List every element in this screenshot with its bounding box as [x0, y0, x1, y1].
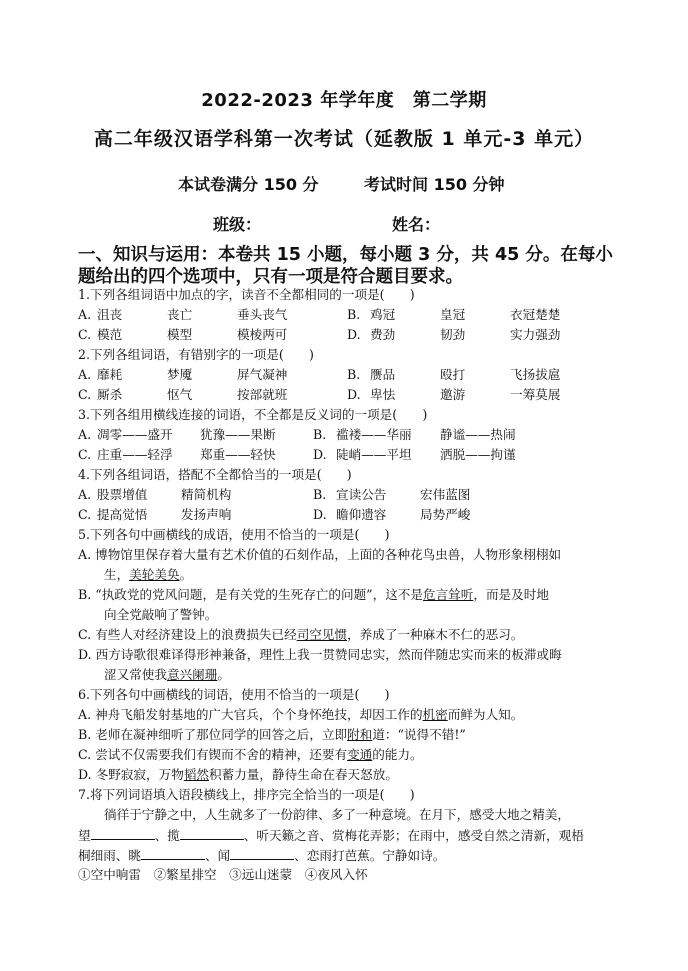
option-word: 静谧——热闹 — [440, 427, 516, 442]
text: D. 冬野寂寂，万物 — [78, 767, 184, 782]
question-7-word-options: ①空中响雷 ②繁星排空 ③远山迷蒙 ④夜风入怀 — [78, 867, 368, 882]
question-5-stem: 5.下列各句中画横线的成语，使用不恰当的一项是( ) — [78, 527, 390, 542]
fill-blank — [141, 846, 205, 860]
fill-blank — [230, 846, 294, 860]
text: C. 尝试不仅需要我们有锲而不舍的精神，还要有 — [78, 747, 348, 762]
option-word: 韧劲 — [440, 327, 466, 342]
text: 生， — [104, 567, 130, 582]
full-score-info: 本试卷满分 150 分 — [178, 175, 319, 194]
option-label: C. — [78, 507, 92, 522]
option-word: 瞻仰遗容 — [336, 507, 387, 522]
question-2-stem: 2.下列各组词语，有错别字的一项是( ) — [78, 347, 314, 362]
option-label: C. — [78, 447, 92, 462]
text: A. 神舟飞船发射基地的广大官兵，个个身怀绝技，却因工作的 — [78, 707, 423, 722]
question-5-option-d-line1: D. 西方诗歌很难译得形神兼备，理性上我一贯赞同忠实，然而伴随忠实而来的板滞或晦 — [78, 647, 562, 662]
option-word: 厮杀 — [97, 387, 123, 402]
question-5-option-b-line2: 向全党敲响了警钟。 — [104, 607, 218, 622]
underlined-word: 附和 — [347, 727, 373, 742]
underlined-word: 变通 — [347, 747, 373, 762]
question-1-stem: 1.下列各组词语中加点的字，读音不全都相同的一项是( ) — [78, 287, 415, 302]
option-word: 犹豫——果断 — [200, 427, 276, 442]
option-label: A. — [78, 307, 92, 322]
option-word: 衣冠楚楚 — [510, 307, 561, 322]
option-word: 皇冠 — [440, 307, 466, 322]
text: 涩又常使我 — [104, 667, 167, 682]
underlined-idiom: 司空见惯 — [296, 627, 348, 642]
text: 、恋雨打芭蕉。宁静如诗。 — [294, 848, 446, 863]
option-word: 精简机构 — [181, 487, 232, 502]
option-word: 提高觉悟 — [97, 507, 148, 522]
option-word: 模范 — [97, 327, 123, 342]
option-label: B. — [347, 367, 361, 382]
text: ，养成了一种麻木不仁的恶习。 — [347, 627, 524, 642]
text: C. 有些人对经济建设上的浪费损失已经 — [78, 627, 297, 642]
option-label: D. — [313, 507, 327, 522]
text: 望 — [78, 828, 91, 843]
option-word: 褴褛——华丽 — [336, 427, 412, 442]
question-5-option-d-line2 — [104, 666, 230, 684]
option-label: C. — [78, 387, 92, 402]
option-word: 屏气凝神 — [237, 367, 288, 382]
class-label: 班级： — [213, 215, 262, 234]
question-7-passage-line3 — [78, 846, 445, 865]
question-4-stem: 4.下列各组词语，搭配不全都恰当的一项是( ) — [78, 467, 352, 482]
option-word: 沮丧 — [97, 307, 123, 322]
text: 、揽 — [154, 828, 180, 843]
section-heading-line2: 题给出的四个选项中，只有一项是符合题目要求。 — [78, 267, 463, 287]
option-word: 陡峭——平坦 — [336, 447, 412, 462]
text: 桐细雨、眺 — [78, 848, 141, 863]
question-7-stem: 7.将下列词语填入语段横线上，排序完全恰当的一项是( ) — [78, 787, 415, 802]
option-word: 殴打 — [440, 367, 466, 382]
option-word: 卑怯 — [370, 387, 396, 402]
option-word: 鸡冠 — [370, 307, 396, 322]
section-heading-line1: 一、知识与运用：本卷共 15 小题，每小题 3 分，共 45 分。在每小 — [78, 245, 613, 265]
text: B. 老师在凝神细听了那位同学的回答之后，立即 — [78, 727, 348, 742]
question-5-option-a-line2 — [104, 566, 192, 584]
option-label: D. — [347, 327, 361, 342]
text: 的能力。 — [372, 747, 423, 762]
option-word: 郑重——轻快 — [200, 447, 276, 462]
question-5-option-a-line1: A. 博物馆里保存着大量有艺术价值的石刻作品，上面的各种花鸟虫兽，人物形象栩栩如 — [78, 547, 562, 562]
text: 、听天籁之音、赏梅花弄影；在雨中，感受自然之清新，观梧 — [243, 828, 584, 843]
text: 。 — [179, 567, 193, 582]
option-word: 丧亡 — [167, 307, 193, 322]
option-label: A. — [78, 487, 92, 502]
option-word: 洒脱——拘谨 — [440, 447, 516, 462]
option-label: B. — [313, 427, 327, 442]
option-label: C. — [78, 327, 92, 342]
fill-blank — [180, 826, 244, 840]
option-word: 模棱两可 — [237, 327, 288, 342]
option-label: D. — [313, 447, 327, 462]
question-5-option-c — [78, 626, 523, 644]
question-6-option-d — [78, 766, 398, 784]
option-word: 局势严峻 — [420, 507, 471, 522]
option-word: 宏伟蓝图 — [420, 487, 471, 502]
question-7-passage-line2 — [78, 826, 584, 845]
option-word: 费劲 — [370, 327, 396, 342]
fill-blank — [91, 826, 155, 840]
question-3-stem: 3.下列各组用横线连接的词语，不全都是反义词的一项是( ) — [78, 407, 428, 422]
question-6-stem: 6.下列各句中画横线的词语，使用不恰当的一项是( ) — [78, 687, 390, 702]
school-year-heading: 2022-2023 年学年度 第二学期 — [201, 90, 487, 111]
option-word: 赝品 — [370, 367, 396, 382]
option-word: 股票增值 — [97, 487, 148, 502]
exam-title: 高二年级汉语学科第一次考试（延教版 1 单元-3 单元） — [93, 128, 595, 150]
underlined-idiom: 意兴阑珊 — [166, 667, 218, 682]
text: 。 — [217, 667, 230, 682]
option-word: 庄重——轻浮 — [97, 447, 173, 462]
option-label: B. — [313, 487, 327, 502]
text: 道：“说得不错!” — [372, 727, 466, 742]
option-word: 宣读公告 — [336, 487, 387, 502]
exam-time-info: 考试时间 150 分钟 — [364, 175, 505, 194]
underlined-word: 机密 — [422, 707, 448, 722]
option-word: 按部就班 — [237, 387, 288, 402]
option-word: 模型 — [167, 327, 193, 342]
question-6-option-c — [78, 746, 423, 764]
option-word: 一筹莫展 — [510, 387, 561, 402]
text: ，而是及时地 — [473, 587, 549, 602]
text: 而鲜为人知。 — [447, 707, 524, 722]
option-label: A. — [78, 427, 92, 442]
question-5-option-b-line1 — [78, 586, 549, 604]
option-label: A. — [78, 367, 92, 382]
option-word: 发扬声响 — [181, 507, 232, 522]
option-word: 靡耗 — [97, 367, 123, 382]
option-word: 梦魇 — [167, 367, 193, 382]
option-word: 垂头丧气 — [237, 307, 288, 322]
question-7-passage-line1: 徜徉于宁静之中，人生就多了一份韵律、多了一种意境。在月下，感受大地之精美， — [104, 807, 570, 822]
underlined-word: 韬然 — [183, 767, 209, 782]
text: B. “执政党的党风问题，是有关党的生死存亡的问题”，这不是 — [78, 587, 423, 602]
option-label: D. — [347, 387, 361, 402]
name-label: 姓名： — [392, 215, 441, 234]
option-label: B. — [347, 307, 361, 322]
option-word: 飞扬拔扈 — [510, 367, 561, 382]
option-word: 怄气 — [167, 387, 193, 402]
text: 积蓄力量，静待生命在春天怒放。 — [209, 767, 398, 782]
underlined-idiom: 美轮美奂 — [129, 567, 180, 582]
option-word: 实力强劲 — [510, 327, 561, 342]
underlined-idiom: 危言耸听 — [422, 587, 474, 602]
option-word: 凋零——盛开 — [97, 427, 173, 442]
option-word: 邀游 — [440, 387, 466, 402]
question-6-option-a — [78, 706, 523, 724]
text: 、闻 — [204, 848, 231, 863]
question-6-option-b — [78, 726, 466, 744]
